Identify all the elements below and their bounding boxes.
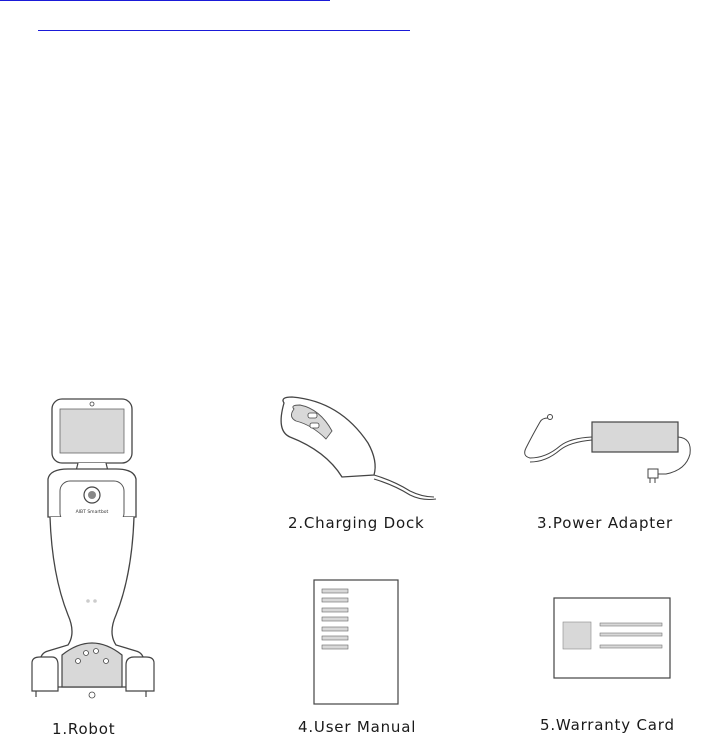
caption-warranty-card: 5.Warranty Card: [540, 716, 675, 734]
charging-dock-icon: [270, 395, 450, 505]
robot-icon: [28, 395, 168, 715]
power-adapter-icon: [520, 412, 700, 487]
user-manual-icon: [312, 578, 402, 708]
caption-charging-dock: 2.Charging Dock: [288, 514, 425, 532]
link-underline-top: [0, 0, 330, 1]
link-underline-second: [38, 30, 410, 31]
caption-robot: 1.Robot: [52, 720, 116, 738]
caption-user-manual: 4.User Manual: [298, 718, 417, 736]
warranty-card-icon: [552, 596, 676, 682]
caption-power-adapter: 3.Power Adapter: [537, 514, 673, 532]
robot-brand-text: AIBT Smartbot: [75, 510, 109, 515]
